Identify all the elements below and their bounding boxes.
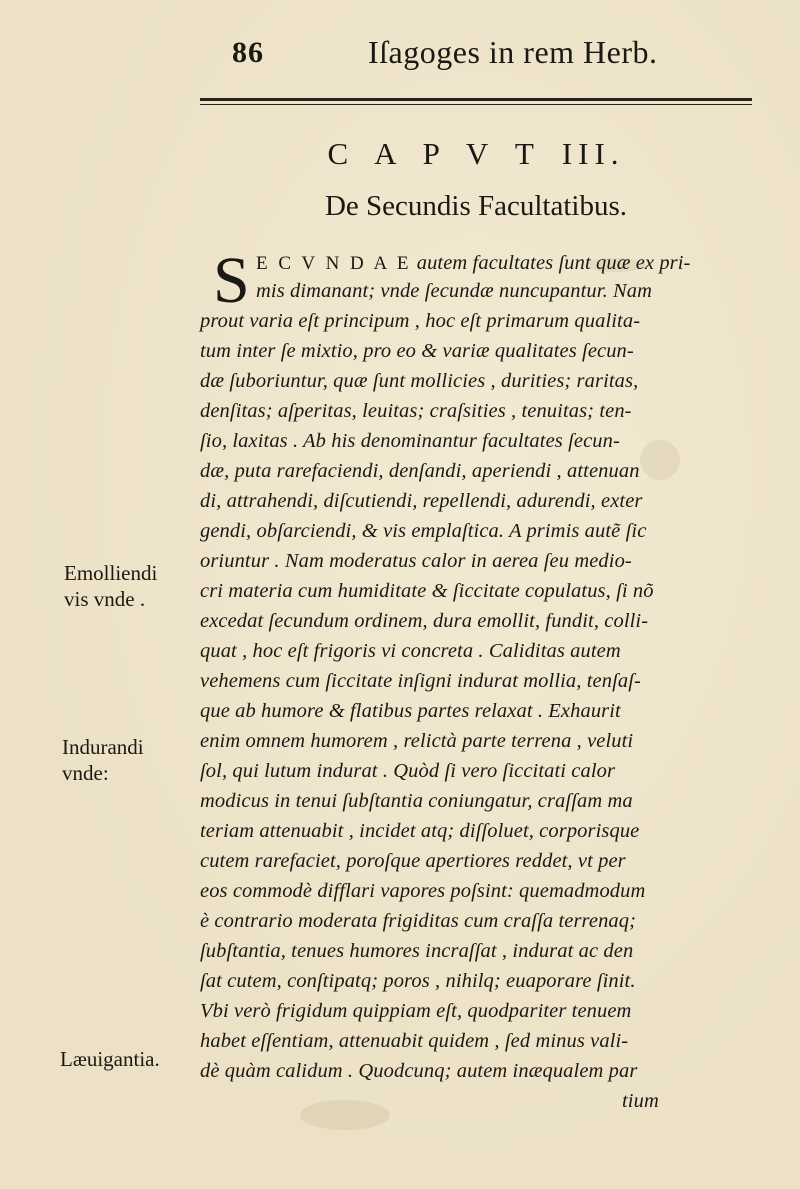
body-line: que ab humore & flatibus partes relaxat . Exhaurit <box>200 700 621 722</box>
body-line: prout varia eſt principum , hoc eſt primarum qualita- <box>200 310 641 332</box>
body-line: Vbi verò frigidum quippiam eſt, quodpariter tenuem <box>200 1000 632 1022</box>
body-line: dæ ſuboriuntur, quæ ſunt mollicies , durities; raritas, <box>200 370 639 392</box>
chapter-number: III. <box>561 136 625 171</box>
chapter-label: C A P V T <box>327 136 544 171</box>
body-line: ſio, laxitas . Ab his denominantur facultates ſecun- <box>200 430 620 452</box>
body-line: teriam attenuabit , incidet atq; diſſoluet, corporisque <box>200 820 640 842</box>
section-title: De Secundis Facultatibus. <box>324 190 628 222</box>
small-caps-opening: E C V N D A E <box>256 253 412 274</box>
body-line: vehemens cum ſiccitate inſigni indurat mollia, tenſaſ- <box>200 670 641 692</box>
body-line: oriuntur . Nam moderatus calor in aerea ſeu medio- <box>200 550 632 572</box>
body-line: di, attrahendi, diſcutiendi, repellendi, adurendi, exter <box>200 490 643 512</box>
drop-cap: S <box>213 244 250 317</box>
header-rule-thick <box>200 98 752 101</box>
body-line: ſol, qui lutum indurat . Quòd ſi vero ſiccitati calor <box>200 760 616 782</box>
body-line: E C V N D A E autem facultates ſunt quæ ex pri- <box>256 252 691 274</box>
body-line: enim omnem humorem , relictà parte terrena , veluti <box>200 730 634 752</box>
body-line: è contrario moderata frigiditas cum craſſa terrenaq; <box>200 910 637 932</box>
page-number: 86 <box>232 36 264 69</box>
body-line: eos commodè difflari vapores poſsint: quemadmodum <box>200 880 646 902</box>
body-line: mis dimanant; vnde ſecundæ nuncupantur. Nam <box>256 280 653 302</box>
body-line: habet eſſentiam, attenuabit quidem , ſed minus vali- <box>200 1030 629 1052</box>
body-line: gendi, obſarciendi, & vis emplaſtica. A primis autẽ ſic <box>200 520 647 542</box>
chapter-heading <box>200 136 752 172</box>
body-line: quat , hoc eſt frigoris vi concreta . Caliditas autem <box>200 640 621 662</box>
body-line: ſat cutem, conſtipatq; poros , nihilq; euaporare ſinit. <box>200 970 636 992</box>
body-line: dæ, puta rarefaciendi, denſandi, aperiendi , attenuan <box>200 460 640 482</box>
paper-stain <box>640 440 680 480</box>
margin-note-indurandi: Indurandi vnde: <box>62 735 144 785</box>
body-line: cri materia cum humiditate & ſiccitate copulatus, ſi nõ <box>200 580 654 602</box>
paper-stain <box>300 1100 390 1130</box>
margin-note-emolliendi: Emolliendi vis vnde . <box>64 561 158 611</box>
running-title: Iſagoges in rem Herb. <box>368 34 658 70</box>
body-line: tum inter ſe mixtio, pro eo & variæ qualitates ſecun- <box>200 340 634 362</box>
body-line: modicus in tenui ſubſtantia coniungatur, craſſam ma <box>200 790 633 812</box>
catchword: tium <box>622 1090 659 1112</box>
body-line: dè quàm calidum . Quodcunq; autem inæqualem par <box>200 1060 638 1082</box>
body-line: excedat ſecundum ordinem, dura emollit, fundit, colli- <box>200 610 649 632</box>
body-line: cutem rarefaciet, poroſque apertiores reddet, vt per <box>200 850 626 872</box>
body-line: denſitas; aſperitas, leuitas; craſsities , tenuitas; ten- <box>200 400 632 422</box>
header-rule-thin <box>200 104 752 105</box>
margin-note-laeuigantia: Læuigantia. <box>60 1047 160 1071</box>
body-line: ſubſtantia, tenues humores incraſſat , indurat ac den <box>200 940 634 962</box>
